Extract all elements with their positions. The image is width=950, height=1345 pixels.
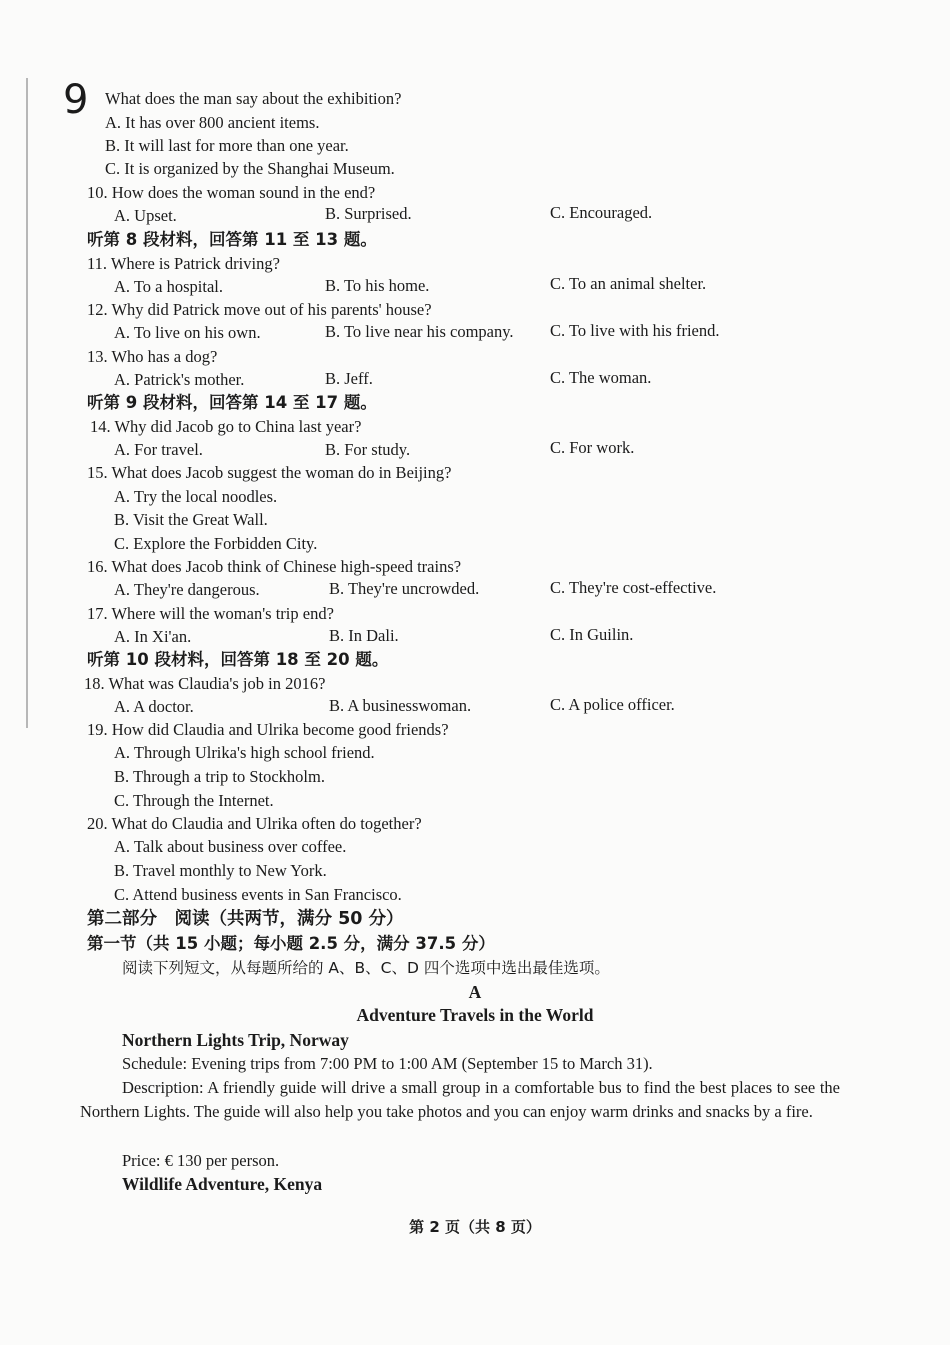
trip1-description: Description: A friendly guide will drive a small group in a comfortable bus to find the best places to see the Northern Lights. The guide will also help you take photos and you can enjoy warm drinks and snacks by a fire. [80, 1078, 840, 1121]
trip1-schedule: Schedule: Evening trips from 7:00 PM to 1:00 AM (September 15 to March 31). [122, 1054, 653, 1073]
q15-option-b: B. Visit the Great Wall. [114, 510, 268, 529]
question-10 [87, 182, 375, 204]
q10-text: How does the woman sound in the end? [111, 183, 376, 202]
q10-option-b: B. Surprised. [325, 204, 412, 223]
q11-option-b: B. To his home. [325, 276, 430, 295]
page-footer: 第 2 页（共 8 页） [409, 1218, 541, 1236]
section-8-header: 听第 8 段材料，回答第 11 至 13 题。 [87, 230, 377, 249]
q13-option-c: C. The woman. [550, 368, 652, 387]
q18-option-b: B. A businesswoman. [329, 696, 472, 715]
trip1-price: Price: € 130 per person. [122, 1151, 280, 1170]
trip1-name: Northern Lights Trip, Norway [122, 1030, 349, 1050]
q10-number: 10. [87, 183, 108, 202]
q9-option-b: B. It will last for more than one year. [105, 136, 349, 155]
question-11: 11. Where is Patrick driving? [87, 254, 280, 273]
q9-option-c: C. It is organized by the Shanghai Museum. [105, 159, 395, 178]
q16-option-a: A. They're dangerous. [114, 580, 260, 599]
q11-option-a: A. To a hospital. [114, 277, 223, 296]
question-12: 12. Why did Patrick move out of his parents' house? [87, 300, 432, 319]
q20-option-c: C. Attend business events in San Francisco. [114, 885, 402, 904]
q20-option-b: B. Travel monthly to New York. [114, 861, 327, 880]
part2-title: 第二部分 阅读（共两节，满分 50 分） [87, 909, 404, 929]
q16-option-c: C. They're cost-effective. [550, 578, 717, 597]
handwritten-page-mark: 9 [63, 77, 89, 123]
q17-option-c: C. In Guilin. [550, 625, 634, 644]
q19-option-a: A. Through Ulrika's high school friend. [114, 743, 375, 762]
q12-option-b: B. To live near his company. [325, 322, 514, 341]
q20-option-a: A. Talk about business over coffee. [114, 837, 347, 856]
q10-option-a: A. Upset. [114, 206, 177, 225]
question-14: 14. Why did Jacob go to China last year? [90, 417, 362, 436]
question-15: 15. What does Jacob suggest the woman do in Beijing? [87, 463, 452, 482]
q19-option-c: C. Through the Internet. [114, 791, 274, 810]
question-18: 18. What was Claudia's job in 2016? [84, 674, 326, 693]
q14-option-b: B. For study. [325, 440, 411, 459]
question-9: What does the man say about the exhibition? [105, 89, 402, 108]
q15-option-a: A. Try the local noodles. [114, 487, 278, 506]
q12-option-c: C. To live with his friend. [550, 321, 720, 340]
question-17: 17. Where will the woman's trip end? [87, 604, 334, 623]
trip2-name: Wildlife Adventure, Kenya [122, 1174, 323, 1194]
part2-instruction: 阅读下列短文，从每题所给的 A、B、C、D 四个选项中选出最佳选项。 [122, 959, 610, 977]
q13-option-b: B. Jeff. [325, 369, 373, 388]
q15-option-c: C. Explore the Forbidden City. [114, 534, 318, 553]
question-19: 19. How did Claudia and Ulrika become good friends? [87, 720, 449, 739]
q13-option-a: A. Patrick's mother. [114, 370, 245, 389]
question-16: 16. What does Jacob think of Chinese high-speed trains? [87, 557, 462, 576]
question-13: 13. Who has a dog? [87, 347, 218, 366]
part2-section1-header: 第一节（共 15 小题；每小题 2.5 分，满分 37.5 分） [87, 934, 495, 953]
q10-option-c: C. Encouraged. [550, 203, 653, 222]
q19-option-b: B. Through a trip to Stockholm. [114, 767, 325, 786]
passage-title: Adventure Travels in the World [356, 1005, 594, 1025]
q18-option-a: A. A doctor. [114, 697, 194, 716]
passage-letter: A [468, 982, 482, 1002]
q14-option-a: A. For travel. [114, 440, 203, 459]
q16-option-b: B. They're uncrowded. [329, 579, 480, 598]
q18-option-c: C. A police officer. [550, 695, 675, 714]
section-10-header: 听第 10 段材料，回答第 18 至 20 题。 [87, 650, 389, 669]
q12-option-a: A. To live on his own. [114, 323, 261, 342]
question-20: 20. What do Claudia and Ulrika often do together? [87, 814, 422, 833]
q17-option-a: A. In Xi'an. [114, 627, 192, 646]
section-9-header: 听第 9 段材料，回答第 14 至 17 题。 [87, 393, 377, 412]
q14-option-c: C. For work. [550, 438, 635, 457]
q9-option-a: A. It has over 800 ancient items. [105, 113, 320, 132]
q17-option-b: B. In Dali. [329, 626, 399, 645]
binding-margin-line [26, 78, 28, 728]
q11-option-c: C. To an animal shelter. [550, 274, 707, 293]
